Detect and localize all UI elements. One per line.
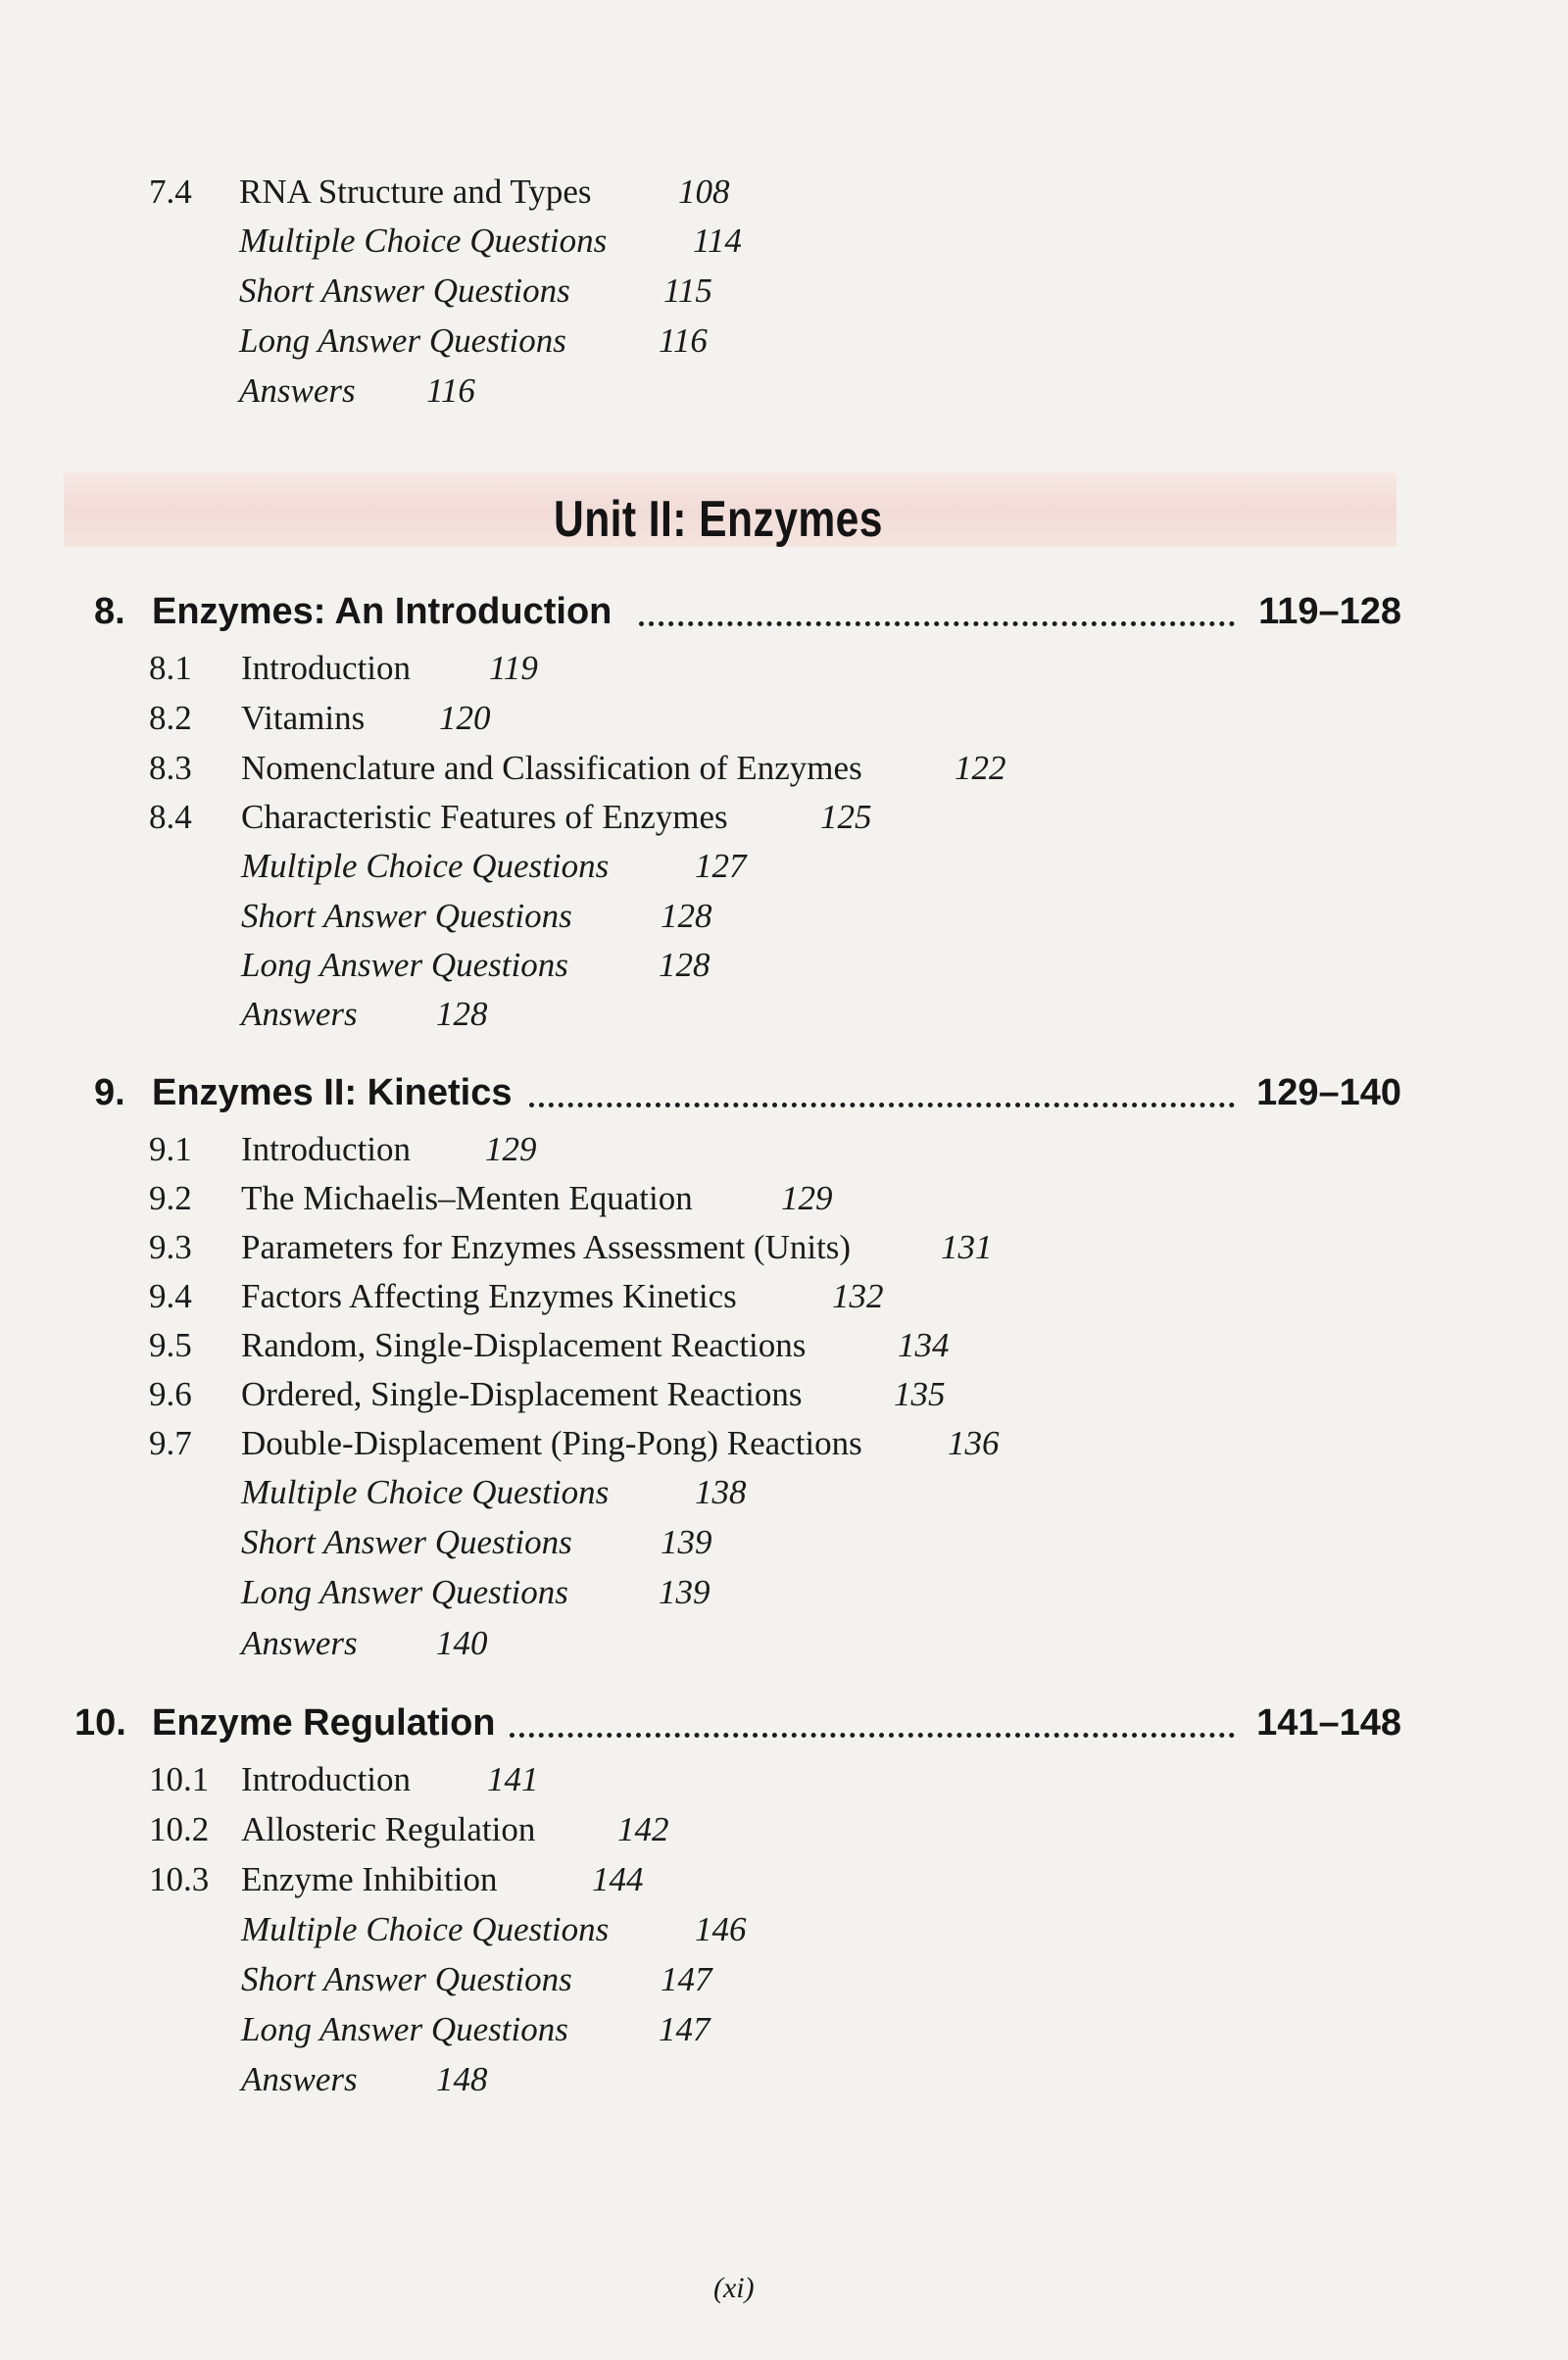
entry-page: 135 bbox=[894, 1375, 946, 1413]
entry-page: 144 bbox=[592, 1860, 644, 1898]
entry-number: 7.4 bbox=[149, 172, 192, 211]
entry-page: 120 bbox=[439, 699, 491, 737]
chapter-title: Enzymes: An Introduction bbox=[152, 591, 612, 632]
entry-number: 9.2 bbox=[149, 1179, 192, 1217]
entry-page: 128 bbox=[661, 897, 712, 935]
entry-number: 10.1 bbox=[149, 1760, 210, 1798]
entry-title: RNA Structure and Types bbox=[239, 172, 592, 211]
entry-page: 114 bbox=[693, 221, 742, 260]
entry-page: 127 bbox=[695, 847, 747, 885]
chapter-heading bbox=[69, 589, 1401, 634]
toc-entry bbox=[149, 1279, 933, 1318]
entry-page: 147 bbox=[661, 1960, 712, 1998]
toc-entry bbox=[149, 174, 737, 214]
entry-number: 9.5 bbox=[149, 1326, 192, 1364]
chapter-number: 9. bbox=[94, 1072, 125, 1113]
entry-title: Enzyme Inhibition bbox=[241, 1860, 498, 1898]
chapter-page-range: 129–140 bbox=[1256, 1072, 1401, 1113]
chapter-number: 10. bbox=[74, 1702, 126, 1744]
entry-page: 139 bbox=[659, 1573, 710, 1611]
entry-number: 8.4 bbox=[149, 798, 192, 836]
entry-title: The Michaelis–Menten Equation bbox=[241, 1179, 693, 1217]
entry-title: Short Answer Questions bbox=[241, 1523, 572, 1561]
entry-title: Introduction bbox=[241, 649, 412, 687]
entry-number: 8.2 bbox=[149, 699, 192, 737]
entry-page: 125 bbox=[820, 798, 872, 836]
toc-entry bbox=[149, 1812, 835, 1851]
entry-page: 116 bbox=[426, 371, 475, 410]
toc-entry bbox=[149, 2062, 639, 2101]
toc-entry bbox=[149, 1762, 835, 1801]
chapter-heading bbox=[69, 1070, 1401, 1115]
entry-page: 128 bbox=[659, 946, 710, 984]
entry-title: Factors Affecting Enzymes Kinetics bbox=[241, 1277, 737, 1315]
entry-title: Long Answer Questions bbox=[241, 1573, 568, 1611]
entry-page: 136 bbox=[948, 1424, 1000, 1462]
toc-entry bbox=[149, 1912, 835, 1951]
entry-title: Long Answer Questions bbox=[239, 321, 566, 360]
entry-number: 9.1 bbox=[149, 1130, 192, 1168]
entry-title: Short Answer Questions bbox=[241, 1960, 572, 1998]
toc-entry bbox=[149, 948, 835, 987]
entry-page: 147 bbox=[659, 2010, 710, 2048]
entry-page: 108 bbox=[678, 172, 730, 211]
entry-number: 8.1 bbox=[149, 649, 192, 687]
entry-title: Answers bbox=[241, 995, 358, 1033]
unit-title: Unit II: Enzymes bbox=[554, 491, 883, 548]
entry-title: Multiple Choice Questions bbox=[241, 847, 610, 885]
toc-entry bbox=[149, 800, 933, 839]
entry-title: Random, Single-Displacement Reactions bbox=[241, 1326, 807, 1364]
entry-title: Ordered, Single-Displacement Reactions bbox=[241, 1375, 803, 1413]
toc-entry bbox=[149, 751, 1031, 790]
entry-page: 138 bbox=[695, 1473, 747, 1511]
chapter-heading bbox=[69, 1700, 1401, 1745]
entry-page: 148 bbox=[436, 2060, 488, 2098]
toc-entry bbox=[149, 651, 835, 690]
entry-page: 142 bbox=[617, 1810, 669, 1848]
leader-dots bbox=[639, 615, 1235, 626]
entry-number: 9.3 bbox=[149, 1228, 192, 1266]
entry-page: 116 bbox=[659, 321, 708, 360]
toc-entry bbox=[149, 997, 639, 1036]
chapter-page-range: 119–128 bbox=[1258, 591, 1401, 632]
toc-entry bbox=[149, 1328, 982, 1367]
entry-number: 9.4 bbox=[149, 1277, 192, 1315]
entry-title: Long Answer Questions bbox=[241, 946, 568, 984]
entry-page: 122 bbox=[955, 749, 1006, 787]
toc-entry bbox=[149, 1132, 835, 1171]
entry-title: Long Answer Questions bbox=[241, 2010, 568, 2048]
toc-entry bbox=[149, 701, 835, 740]
toc-entry bbox=[149, 2012, 835, 2051]
entry-page: 129 bbox=[781, 1179, 833, 1217]
entry-page: 129 bbox=[485, 1130, 537, 1168]
leader-dots bbox=[510, 1727, 1235, 1738]
leader-dots bbox=[529, 1097, 1235, 1107]
entry-number: 8.3 bbox=[149, 749, 192, 787]
entry-number: 10.3 bbox=[149, 1860, 210, 1898]
entry-title: Multiple Choice Questions bbox=[239, 221, 608, 260]
chapter-title: Enzyme Regulation bbox=[152, 1702, 496, 1744]
entry-page: 128 bbox=[436, 995, 488, 1033]
entry-page: 134 bbox=[898, 1326, 950, 1364]
entry-page: 146 bbox=[695, 1910, 747, 1948]
page-number: (xi) bbox=[713, 2272, 755, 2304]
chapter-number: 8. bbox=[94, 591, 125, 632]
entry-page: 139 bbox=[661, 1523, 712, 1561]
entry-title: Short Answer Questions bbox=[239, 271, 570, 310]
entry-title: Answers bbox=[241, 1624, 358, 1662]
toc-entry bbox=[149, 1575, 835, 1614]
entry-title: Answers bbox=[239, 371, 356, 410]
toc-entry bbox=[149, 1525, 835, 1564]
entry-title: Allosteric Regulation bbox=[241, 1810, 536, 1848]
chapter-title: Enzymes II: Kinetics bbox=[152, 1072, 513, 1113]
entry-title: Characteristic Features of Enzymes bbox=[241, 798, 728, 836]
entry-title: Vitamins bbox=[241, 699, 366, 737]
toc-entry bbox=[149, 1181, 933, 1220]
entry-title: Double-Displacement (Ping-Pong) Reactions bbox=[241, 1424, 862, 1462]
entry-title: Multiple Choice Questions bbox=[241, 1910, 610, 1948]
entry-title: Parameters for Enzymes Assessment (Units) bbox=[241, 1228, 852, 1266]
toc-entry bbox=[149, 1626, 639, 1665]
entry-number: 9.7 bbox=[149, 1424, 192, 1462]
toc-entry bbox=[149, 1475, 835, 1514]
entry-title: Introduction bbox=[241, 1130, 412, 1168]
entry-page: 131 bbox=[941, 1228, 993, 1266]
entry-page: 141 bbox=[487, 1760, 539, 1798]
entry-page: 132 bbox=[832, 1277, 884, 1315]
entry-title: Multiple Choice Questions bbox=[241, 1473, 610, 1511]
toc-entry bbox=[149, 1426, 1031, 1465]
toc-entry bbox=[149, 1230, 1031, 1269]
toc-entry bbox=[149, 273, 737, 313]
toc-entry bbox=[149, 223, 747, 263]
entry-title: Nomenclature and Classification of Enzymes bbox=[241, 749, 862, 787]
entry-number: 9.6 bbox=[149, 1375, 192, 1413]
toc-entry bbox=[149, 1862, 835, 1901]
entry-page: 140 bbox=[436, 1624, 488, 1662]
entry-title: Short Answer Questions bbox=[241, 897, 572, 935]
toc-entry bbox=[149, 849, 835, 888]
toc-entry bbox=[149, 899, 835, 938]
toc-entry bbox=[149, 1377, 982, 1416]
entry-title: Answers bbox=[241, 2060, 358, 2098]
toc-entry bbox=[149, 373, 541, 413]
entry-page: 115 bbox=[663, 271, 712, 310]
chapter-page-range: 141–148 bbox=[1256, 1702, 1401, 1744]
toc-entry bbox=[149, 1962, 835, 2001]
entry-number: 10.2 bbox=[149, 1810, 210, 1848]
toc-entry bbox=[149, 323, 737, 363]
entry-title: Introduction bbox=[241, 1760, 412, 1798]
entry-page: 119 bbox=[489, 649, 538, 687]
